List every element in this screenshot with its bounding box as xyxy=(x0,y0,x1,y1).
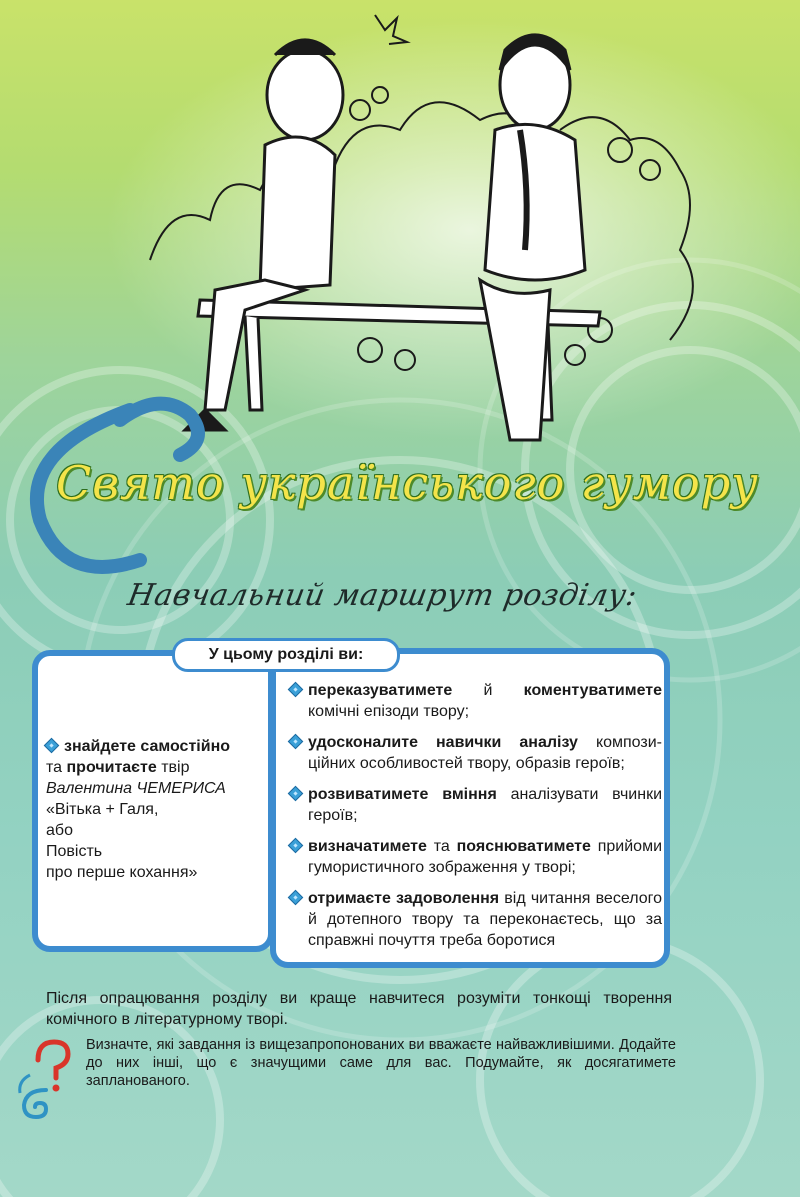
chapter-title: Свято українського гумору xyxy=(56,456,759,510)
goal-item xyxy=(290,732,662,774)
goal-item xyxy=(290,784,662,826)
girl-drawing xyxy=(480,35,585,440)
goal-text: комічні епізоди твору; xyxy=(308,703,470,720)
goal-text: аналізувати вчинки героїв; xyxy=(308,786,662,824)
left-text-2: твір xyxy=(156,759,190,776)
left-line-2: або xyxy=(46,822,73,839)
goal-bold: пояснюватимете xyxy=(456,838,591,855)
goal-bold: удосконалите навички аналізу xyxy=(308,734,578,751)
left-line-4: про перше кохання» xyxy=(46,864,198,881)
left-author: Валентина ЧЕМЕРИСА xyxy=(46,780,226,797)
goal-bold: переказуватимете xyxy=(308,682,453,699)
question-swirl-icon xyxy=(16,1030,76,1120)
route-heading: Навчальний маршрут розділу: xyxy=(124,578,640,613)
left-card-text xyxy=(46,736,268,883)
goal-bold: визначатимете xyxy=(308,838,427,855)
goal-bold: коментуватимете xyxy=(523,682,662,699)
left-line-1: «Вітька + Галя, xyxy=(46,801,159,818)
left-line-3: Повість xyxy=(46,843,103,860)
goal-text: компози-ційних особливостей твору, образів героїв; xyxy=(308,734,663,772)
diamond-bullet-icon xyxy=(288,734,304,750)
goal-text: прийоми гумористичного зображення у творі; xyxy=(308,838,663,876)
diamond-bullet-icon xyxy=(44,738,60,754)
diamond-bullet-icon xyxy=(288,838,304,854)
after-study-text: Після опрацювання розділу ви краще навчитеся розуміти тонкощі творення комічного в літературному творі. xyxy=(46,990,672,1028)
diamond-bullet-icon xyxy=(288,682,304,698)
task-text: Визначте, які завдання із вищезапропонованих ви вважаєте найважливішими. Додайте до них інші, що є значущими саме для вас. Подумайте, як досягатимете запланованого. xyxy=(86,1037,676,1089)
goal-bold: розвиватимете вміння xyxy=(308,786,497,803)
boy-drawing xyxy=(185,40,343,430)
goals-list xyxy=(290,680,662,961)
goal-text: й xyxy=(452,682,524,699)
diamond-bullet-icon xyxy=(288,786,304,802)
goal-bold: отримаєте задоволення xyxy=(308,890,500,907)
goal-item xyxy=(290,680,662,722)
goal-item xyxy=(290,836,662,878)
left-text-1: та xyxy=(46,759,67,776)
goal-text: та xyxy=(426,838,457,855)
goal-item xyxy=(290,888,662,951)
left-bold-1: знайдете самостійно xyxy=(64,738,231,755)
left-bold-2: прочитаєте xyxy=(66,759,157,776)
goal-text: від читання веселого й дотепного твору та переконаєтесь, що за справжні почуття треба боротися xyxy=(308,890,662,949)
diamond-bullet-icon xyxy=(288,890,304,906)
section-tab: У цьому розділі ви: xyxy=(172,638,400,672)
